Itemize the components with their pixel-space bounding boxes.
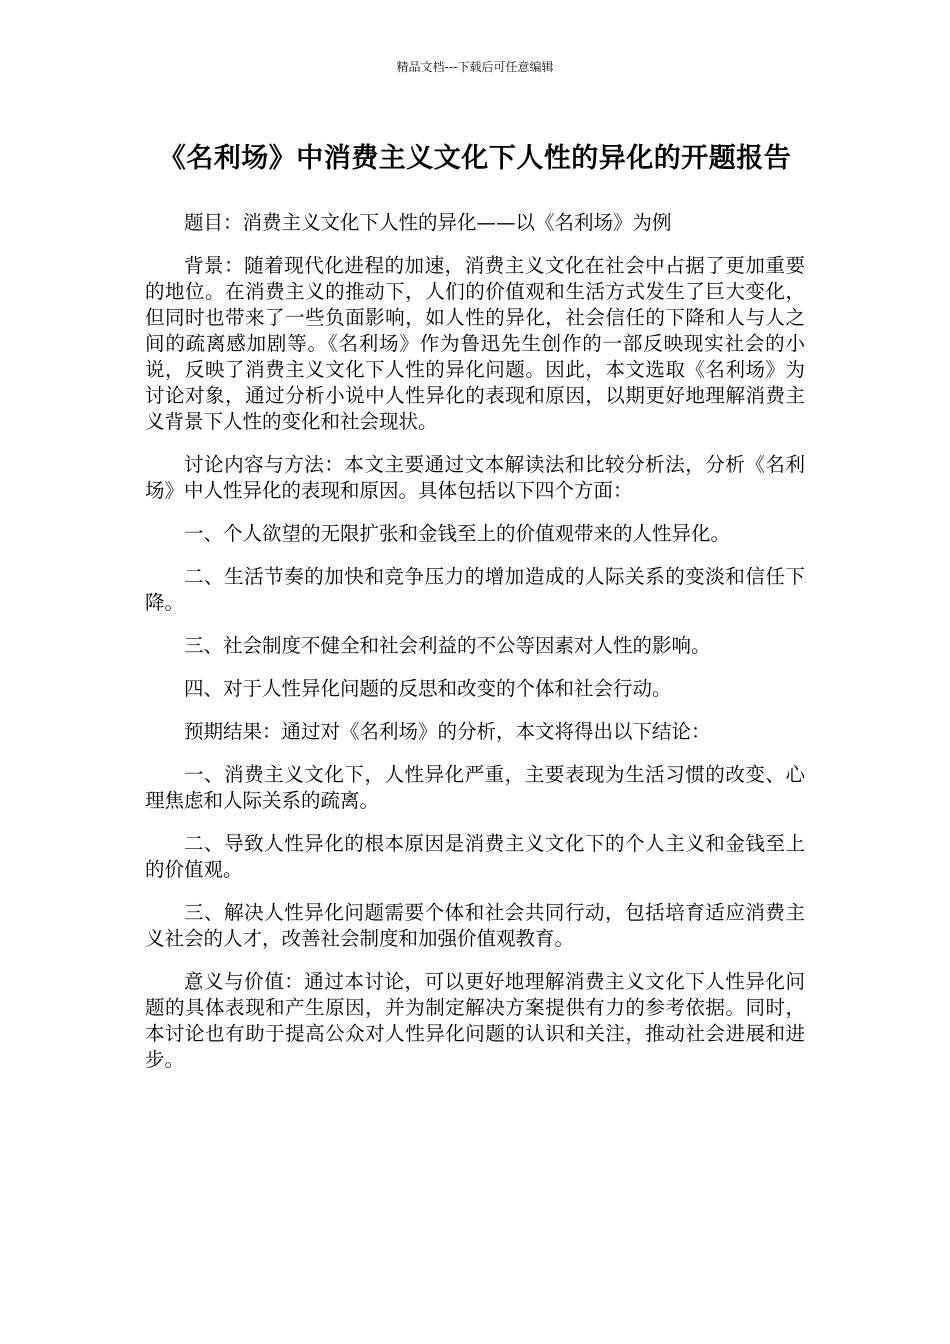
paragraph-conclusion-1: 一、消费主义文化下，人性异化严重，主要表现为生活习惯的改变、心理焦虑和人际关系的疏离。 <box>145 763 805 812</box>
paragraph-aspect-3: 三、社会制度不健全和社会利益的不公等因素对人性的影响。 <box>184 634 711 657</box>
header-note: 精品文档---下载后可任意编辑 <box>396 60 554 74</box>
paragraph-topic: 题目：消费主义文化下人性的异化——以《名利场》为例 <box>184 211 672 234</box>
paragraph-expected-results: 预期结果：通过对《名利场》的分析，本文将得出以下结论： <box>184 720 711 743</box>
paragraph-conclusion-3: 三、解决人性异化问题需要个体和社会共同行动，包括培育适应消费主义社会的人才，改善社会制度和加强价值观教育。 <box>145 901 805 950</box>
paragraph-significance: 意义与价值：通过本讨论，可以更好地理解消费主义文化下人性异化问题的具体表现和产生原因，并为制定解决方案提供有力的参考依据。同时，本讨论也有助于提高公众对人性异化问题的认识和关注，推动社会进展和进步。 <box>145 970 805 1071</box>
paragraph-methods: 讨论内容与方法：本文主要通过文本解读法和比较分析法，分析《名利场》中人性异化的表现和原因。具体包括以下四个方面： <box>145 453 805 502</box>
paragraph-aspect-1: 一、个人欲望的无限扩张和金钱至上的价值观带来的人性异化。 <box>184 522 731 545</box>
document-title: 《名利场》中消费主义文化下人性的异化的开题报告 <box>158 143 792 174</box>
paragraph-background: 背景：随着现代化进程的加速，消费主义文化在社会中占据了更加重要的地位。在消费主义的推动下，人们的价值观和生活方式发生了巨大变化，但同时也带来了一些负面影响，如人性的异化，社会信任的下降和人与人之间的疏离感加剧等。《名利场》作为鲁迅先生创作的一部反映现实社会的小说，反映了消费主义文化下人性的异化问题。因此，本文选取《名利场》为讨论对象，通过分析小说中人性异化的表现和原因，以期更好地理解消费主义背景下人性的变化和社会现状。 <box>145 254 805 433</box>
paragraph-conclusion-2: 二、导致人性异化的根本原因是消费主义文化下的个人主义和金钱至上的价值观。 <box>145 832 805 881</box>
document-body <box>145 210 805 1090</box>
paragraph-aspect-2: 二、生活节奏的加快和竞争压力的增加造成的人际关系的变淡和信任下降。 <box>145 565 805 614</box>
paragraph-aspect-4: 四、对于人性异化问题的反思和改变的个体和社会行动。 <box>184 677 672 700</box>
